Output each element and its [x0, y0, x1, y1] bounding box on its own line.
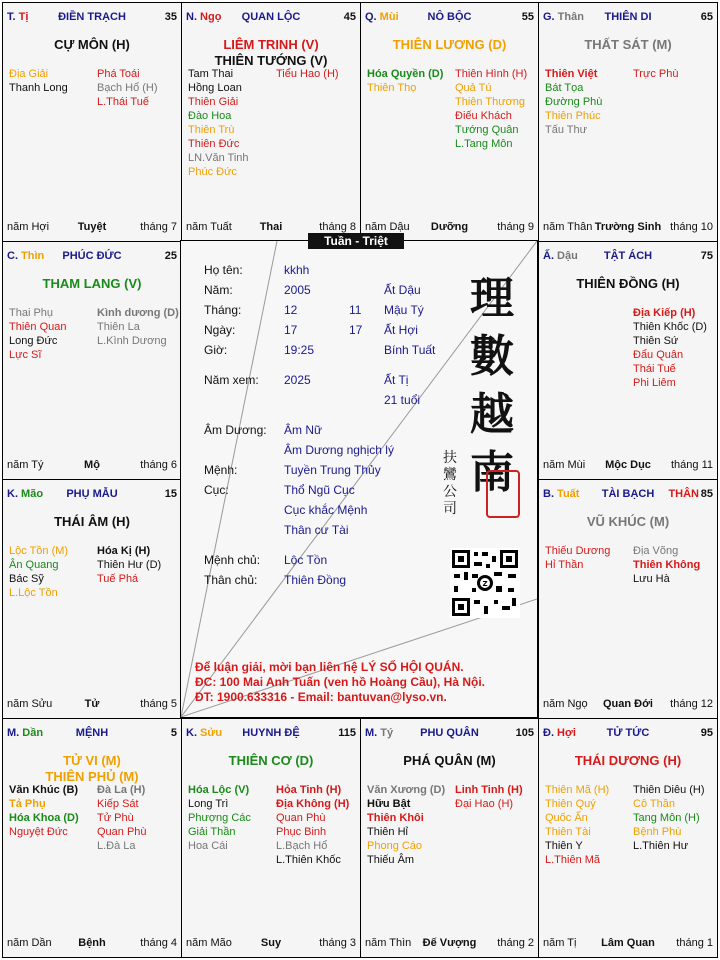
palace-branch: M. Tý [365, 727, 394, 739]
minor-stars-left [9, 67, 68, 95]
palace-header [7, 11, 177, 25]
palace-month: tháng 2 [497, 937, 534, 949]
palace-thin [2, 241, 182, 480]
minor-stars-right [455, 783, 523, 811]
palace-branch: M. Dần [7, 727, 44, 739]
thang-am-value: 11 [349, 303, 362, 317]
palace-branch: K. Mão [7, 488, 44, 500]
star-item: PHÁ QUÂN (M) [403, 753, 496, 768]
palace-year: năm Mão [186, 937, 232, 949]
palace-month: tháng 7 [140, 221, 177, 233]
palace-branch: Q. Mùi [365, 11, 399, 23]
palace-name: TÀI BẠCH [601, 488, 655, 500]
gio-value: 19:25 [284, 343, 315, 357]
main-stars [3, 276, 181, 292]
palace-month: tháng 11 [670, 459, 713, 471]
minor-stars-right [97, 67, 158, 109]
palace-year: năm Dần [7, 937, 52, 949]
star-item: Linh Tinh (H) [455, 784, 523, 796]
palace-month: tháng 9 [497, 221, 534, 233]
palace-year: năm Tý [7, 459, 44, 471]
star-item: Văn Xương (D) [367, 784, 446, 796]
palace-dan [2, 718, 182, 958]
star-item: Thiên Quý [545, 798, 596, 810]
menh-value: Tuyền Trung Thủy [284, 463, 381, 477]
star-item: Quan Phù [276, 812, 326, 824]
palace-hoi [538, 718, 718, 958]
palace-header [186, 727, 356, 741]
palace-branch: K. Sửu [186, 727, 223, 739]
palace-name: NÔ BỘC [427, 11, 472, 23]
ngay-am-value: 17 [349, 323, 363, 337]
calligraphy-char: 南 [470, 447, 514, 498]
palace-month: tháng 4 [140, 937, 177, 949]
palace-ty [2, 2, 182, 242]
minor-stars-left [545, 544, 610, 572]
star-item: Đà La (H) [97, 784, 146, 796]
star-item: Thanh Long [9, 82, 68, 94]
star-item: L.Thái Tuế [97, 96, 149, 108]
star-item: Kiếp Sát [97, 798, 139, 810]
seal-char: 公 [443, 484, 457, 500]
palace-age: 115 [338, 727, 356, 739]
star-item: Tang Môn (H) [633, 812, 700, 824]
star-item: Hóa Kị (H) [97, 545, 151, 557]
minor-stars-right [97, 783, 147, 853]
minor-stars-right [633, 306, 707, 390]
star-item: Địa Giải [9, 68, 49, 80]
palace-age: 75 [700, 250, 713, 262]
palace-stage: Mộc Dục [605, 459, 651, 471]
star-item: L.Tang Môn [455, 138, 513, 150]
palace-age: 55 [521, 11, 534, 23]
minor-stars-right [97, 544, 161, 586]
palace-month: tháng 8 [319, 221, 356, 233]
star-item: Long Trì [188, 798, 229, 810]
palace-year: năm Ngọ [543, 698, 588, 710]
palace-age: 105 [515, 727, 534, 739]
am-duong-label: Âm Dương: [204, 423, 267, 437]
star-item: Văn Khúc (B) [9, 784, 79, 796]
ho-ten-value: kkhh [284, 263, 310, 277]
ngay-can-chi: Ất Hợi [384, 323, 418, 337]
star-item: Điếu Khách [455, 110, 512, 122]
palace-month: tháng 5 [140, 698, 177, 710]
nam-xem-value: 2025 [284, 373, 311, 387]
star-item: Lực Sĩ [9, 349, 42, 361]
star-item: Thiếu Âm [367, 854, 415, 866]
minor-stars-right [633, 544, 700, 586]
minor-stars-left [367, 783, 445, 867]
ngay-value: 17 [284, 323, 298, 337]
seal-char: 扶 [443, 450, 457, 466]
palace-stage: Tuyệt [77, 221, 107, 233]
palace-header [365, 727, 534, 741]
star-item: Thiên Thọ [367, 82, 417, 94]
star-item: L.Kình Dương [97, 335, 167, 347]
star-item: Phượng Các [188, 812, 251, 824]
star-item: Phục Binh [276, 826, 327, 838]
star-item: Tả Phụ [9, 798, 46, 810]
star-item: Thiên Khôi [367, 812, 424, 824]
palace-age: 65 [700, 11, 713, 23]
star-item: Tướng Quân [455, 124, 519, 136]
nam-can-chi: Ất Dậu [384, 283, 421, 297]
palace-age: 45 [343, 11, 356, 23]
contact-address: ĐC: 100 Mai Anh Tuấn (ven hồ Hoàng Cầu), Hà Nội. [195, 675, 486, 689]
main-stars [539, 514, 717, 530]
star-item: Địa Không (H) [276, 798, 350, 810]
palace-name: QUAN LỘC [241, 11, 301, 23]
palace-branch: C. Thìn [7, 250, 45, 262]
palace-year: năm Dậu [365, 221, 410, 233]
palace-year: năm Mùi [543, 459, 586, 471]
star-item: Tấu Thư [545, 124, 588, 136]
star-item: THÁI ÂM (H) [54, 514, 130, 529]
seal-char: 司 [443, 501, 457, 517]
tuoi-value: 21 tuổi [384, 393, 421, 407]
star-item: Phi Liêm [633, 377, 676, 389]
palace-footer [7, 937, 177, 951]
palace-name: PHÚC ĐỨC [62, 250, 122, 262]
star-item: Đại Hao (H) [455, 798, 514, 810]
star-item: L.Thiên Hư [633, 840, 689, 852]
palace-age: 85 [700, 488, 713, 500]
palace-footer [543, 459, 713, 473]
nam-xem-can-chi: Ất Tị [384, 373, 409, 387]
palace-header [543, 727, 713, 741]
main-stars [3, 514, 181, 530]
minor-stars-right [276, 67, 339, 81]
palace-header [186, 11, 356, 25]
red-seal-stamp [486, 470, 520, 518]
palace-mui [360, 2, 539, 242]
palace-dau [538, 241, 718, 480]
palace-footer [365, 937, 534, 951]
nam-label: Năm: [204, 283, 233, 297]
palace-suu [181, 718, 361, 958]
star-item: Thiếu Dương [545, 545, 611, 557]
star-item: Thiên Khốc (D) [633, 321, 707, 333]
main-stars [361, 753, 538, 769]
star-item: Địa Kiếp (H) [633, 307, 696, 319]
palace-branch: B. Tuất [543, 488, 580, 500]
star-item: Ân Quang [9, 559, 59, 571]
star-item: Thiên Hư (D) [97, 559, 162, 571]
palace-header [543, 11, 713, 25]
palace-stage: Quan Đới [603, 698, 653, 710]
nam-value: 2005 [284, 283, 311, 297]
palace-branch: N. Ngọ [186, 11, 222, 23]
star-item: Đẩu Quân [633, 349, 684, 361]
star-item: Nguyệt Đức [9, 826, 68, 838]
star-item: Kình dương (D) [97, 307, 179, 319]
calligraphy-char: 越 [470, 389, 514, 440]
palace-month: tháng 10 [670, 221, 713, 233]
star-item: THẤT SÁT (M) [584, 37, 672, 52]
palace-name: PHU QUÂN [420, 727, 479, 739]
palace-stage: Bệnh [78, 937, 106, 949]
palace-month: tháng 6 [140, 459, 177, 471]
star-item: Bệnh Phù [633, 826, 682, 838]
palace-age: 25 [164, 250, 177, 262]
thang-can-chi: Mậu Tý [384, 303, 424, 317]
minor-stars-right [633, 783, 705, 853]
palace-year: năm Hợi [7, 221, 50, 233]
star-item: THÁI DƯƠNG (H) [574, 753, 682, 768]
minor-stars-right [455, 67, 527, 151]
main-stars [182, 753, 360, 769]
gio-can-chi: Bính Tuất [384, 343, 436, 357]
star-item: Thiên Quan [9, 321, 67, 333]
star-item: Thiên Thương [455, 96, 526, 108]
star-item: Thiên Hỉ [367, 826, 408, 838]
palace-stage: Mộ [84, 459, 100, 471]
star-item: TỬ VI (M) [63, 753, 121, 768]
contact-line-1: Để luận giải, mời bạn liên hệ LÝ SỐ HỘI QUÁN. [195, 660, 464, 674]
star-item: Đào Hoa [188, 110, 232, 122]
minor-stars-left [545, 67, 602, 137]
palace-age: 5 [170, 727, 177, 739]
palace-stage: Thai [259, 221, 283, 233]
menh-label: Mệnh: [204, 463, 238, 477]
palace-year: năm Thân [543, 221, 593, 233]
star-item: THIÊN LƯƠNG (D) [392, 37, 507, 52]
than-marker: THÂN [668, 488, 699, 500]
main-stars [539, 753, 717, 769]
contact-phone-email[interactable]: ĐT: 1900.633316 - Email: bantuvan@lyso.vn. [195, 690, 447, 704]
palace-header [365, 11, 534, 25]
palace-name: TỬ TỨC [606, 727, 650, 739]
palace-tuat [538, 479, 718, 719]
star-item: Lộc Tồn (M) [9, 545, 69, 557]
main-stars [539, 276, 717, 292]
star-item: Quả Tú [455, 82, 492, 94]
palace-branch: Đ. Hợi [543, 727, 576, 739]
minor-stars-right [276, 783, 349, 867]
main-stars [3, 37, 181, 53]
star-item: THIÊN ĐỒNG (H) [576, 276, 680, 291]
thang-value: 12 [284, 303, 298, 317]
palace-name: HUYNH ĐỆ [242, 727, 300, 739]
minor-stars-left [9, 544, 68, 600]
star-item: Hỏa Tinh (H) [276, 784, 342, 796]
star-item: Hoa Cái [188, 840, 228, 852]
palace-month: tháng 12 [670, 698, 713, 710]
star-item: Hóa Lộc (V) [188, 784, 250, 796]
palace-year: năm Sửu [7, 698, 53, 710]
palace-footer [543, 221, 713, 235]
star-item: Thiên La [97, 321, 140, 333]
cuc-label: Cục: [204, 483, 229, 497]
palace-header [543, 488, 713, 502]
ho-ten-label: Họ tên: [204, 263, 243, 277]
palace-header [7, 727, 177, 741]
star-item: Tam Thai [188, 68, 234, 80]
star-item: Tử Phù [97, 812, 134, 824]
star-item: Thái Tuế [633, 363, 676, 375]
palace-branch: T. Tị [7, 11, 29, 23]
palace-branch: Ấ. Dậu [543, 250, 578, 262]
svg-text:Z: Z [482, 580, 488, 588]
palace-name: MỆNH [75, 727, 109, 739]
palace-month: tháng 3 [319, 937, 356, 949]
star-item: Quốc Ấn [545, 812, 588, 824]
star-item: Phong Cáo [367, 840, 423, 852]
star-item: CỰ MÔN (H) [54, 37, 130, 52]
star-item: L.Thiên Khốc [276, 854, 341, 866]
palace-name: THIÊN DI [604, 11, 652, 23]
palace-month: tháng 1 [676, 937, 713, 949]
palace-footer [543, 698, 713, 712]
star-item: Đường Phù [545, 96, 603, 108]
star-item: Cô Thần [633, 798, 675, 810]
palace-footer [7, 459, 177, 473]
palace-mao [2, 479, 182, 719]
star-item: Long Đức [9, 335, 58, 347]
than-chu-value: Thiên Đồng [284, 573, 347, 587]
qr-icon [450, 548, 520, 618]
minor-stars-right [97, 306, 179, 348]
nam-xem-label: Năm xem: [204, 373, 259, 387]
palace-stage: Trường Sinh [594, 221, 662, 233]
star-item: Thiên Giải [188, 96, 239, 108]
am-duong-note: Âm Dương nghịch lý [284, 443, 394, 457]
star-item: Thiên Sứ [633, 335, 679, 347]
star-item: Địa Võng [633, 545, 679, 557]
cuc-note-2: Thân cư Tài [284, 523, 349, 537]
palace-stage: Dưỡng [430, 221, 469, 233]
calligraphy-logo [440, 270, 530, 530]
calligraphy-char: 數 [470, 331, 514, 382]
calligraphy-char: 理 [470, 273, 514, 324]
minor-stars-left [9, 306, 66, 362]
star-item: Thiên Phúc [545, 110, 601, 122]
thang-label: Tháng: [204, 303, 242, 317]
star-item: Thiên Y [545, 840, 583, 852]
minor-stars-left [545, 783, 609, 867]
palace-name: ĐIỀN TRẠCH [58, 11, 126, 23]
palace-footer [543, 937, 713, 951]
palace-year: năm Tị [543, 937, 577, 949]
minor-stars-left [188, 783, 251, 853]
star-item: LN.Văn Tinh [188, 152, 249, 164]
main-stars [539, 37, 717, 53]
star-item: L.Lộc Tồn [9, 587, 58, 599]
menh-chu-label: Mệnh chủ: [204, 553, 261, 567]
star-item: Trực Phù [633, 68, 679, 80]
star-item: THIÊN TƯỚNG (V) [214, 53, 328, 68]
star-item: Giải Thần [188, 826, 236, 838]
palace-header [7, 488, 177, 502]
star-item: Hóa Quyền (D) [367, 68, 444, 80]
star-item: Phúc Đức [188, 166, 237, 178]
than-chu-label: Thân chủ: [204, 573, 258, 587]
palace-age: 95 [700, 727, 713, 739]
palace-branch: G. Thân [543, 11, 584, 23]
star-item: L.Đà La [97, 840, 136, 852]
palace-age: 15 [164, 488, 177, 500]
star-item: Bác Sỹ [9, 573, 44, 585]
star-item: L.Thiên Mã [545, 854, 601, 866]
star-item: Hữu Bật [367, 798, 411, 810]
star-item: Thiên Diêu (H) [633, 784, 705, 796]
minor-stars-left [9, 783, 79, 839]
star-item: L.Bạch Hổ [276, 840, 328, 852]
palace-name: PHỤ MẪU [66, 488, 118, 500]
star-item: Hồng Loan [188, 82, 242, 94]
palace-than [538, 2, 718, 242]
star-item: Thiên Đức [188, 138, 240, 150]
star-item: Bạch Hổ (H) [97, 82, 158, 94]
palace-header [7, 250, 177, 264]
ngay-label: Ngày: [204, 323, 236, 337]
star-item: Quan Phù [97, 826, 147, 838]
star-item: THAM LANG (V) [42, 276, 142, 291]
palace-footer [7, 221, 177, 235]
palace-ngo [181, 2, 361, 242]
palace-stage: Suy [260, 937, 282, 949]
main-stars [182, 37, 360, 69]
minor-stars-right [633, 67, 678, 81]
menh-chu-value: Lộc Tồn [284, 553, 328, 567]
minor-stars-left [188, 67, 249, 179]
star-item: Tuế Phá [97, 573, 139, 585]
main-stars [3, 753, 181, 785]
star-item: Phá Toái [97, 68, 140, 80]
palace-name: TẬT ÁCH [603, 250, 653, 262]
seal-char: 鸞 [443, 467, 457, 483]
star-item: THIÊN CƠ (D) [228, 753, 314, 768]
am-duong-value: Âm Nữ [284, 423, 323, 437]
tuan-triet-label: Tuần - Triệt [308, 233, 404, 249]
palace-stage: Đế Vượng [422, 937, 477, 949]
minor-stars-left [367, 67, 443, 95]
star-item: Thiên Không [633, 559, 701, 571]
palace-year: năm Thìn [365, 937, 412, 949]
star-item: Tiểu Hao (H) [276, 68, 339, 80]
star-item: Lưu Hà [633, 573, 670, 585]
star-item: Thiên Mã (H) [545, 784, 610, 796]
star-item: Hỉ Thần [545, 559, 584, 571]
contact-block [195, 660, 485, 705]
palace-footer [7, 698, 177, 712]
star-item: THIÊN PHỦ (M) [45, 769, 139, 784]
star-item: Thiên Tài [545, 826, 591, 838]
palace-stage: Tử [84, 698, 100, 710]
cuc-value: Thổ Ngũ Cục [284, 483, 355, 497]
star-item: VŨ KHÚC (M) [586, 514, 670, 529]
gio-label: Giờ: [204, 343, 228, 357]
palace-header [543, 250, 713, 264]
qr-code[interactable] [450, 548, 520, 618]
palace-footer [186, 937, 356, 951]
star-item: LIÊM TRINH (V) [223, 37, 319, 52]
star-item: Thai Phụ [9, 307, 54, 319]
palace-stage: Lâm Quan [601, 937, 655, 949]
palace-age: 35 [164, 11, 177, 23]
star-item: Thiên Việt [545, 68, 598, 80]
star-item: Thiên Trù [188, 124, 235, 136]
star-item: Hóa Khoa (D) [9, 812, 79, 824]
cuc-note-1: Cục khắc Mệnh [284, 503, 368, 517]
star-item: Thiên Hình (H) [455, 68, 528, 80]
palace-ti [360, 718, 539, 958]
main-stars [361, 37, 538, 53]
star-item: Bát Tọa [545, 82, 584, 94]
palace-year: năm Tuất [186, 221, 232, 233]
